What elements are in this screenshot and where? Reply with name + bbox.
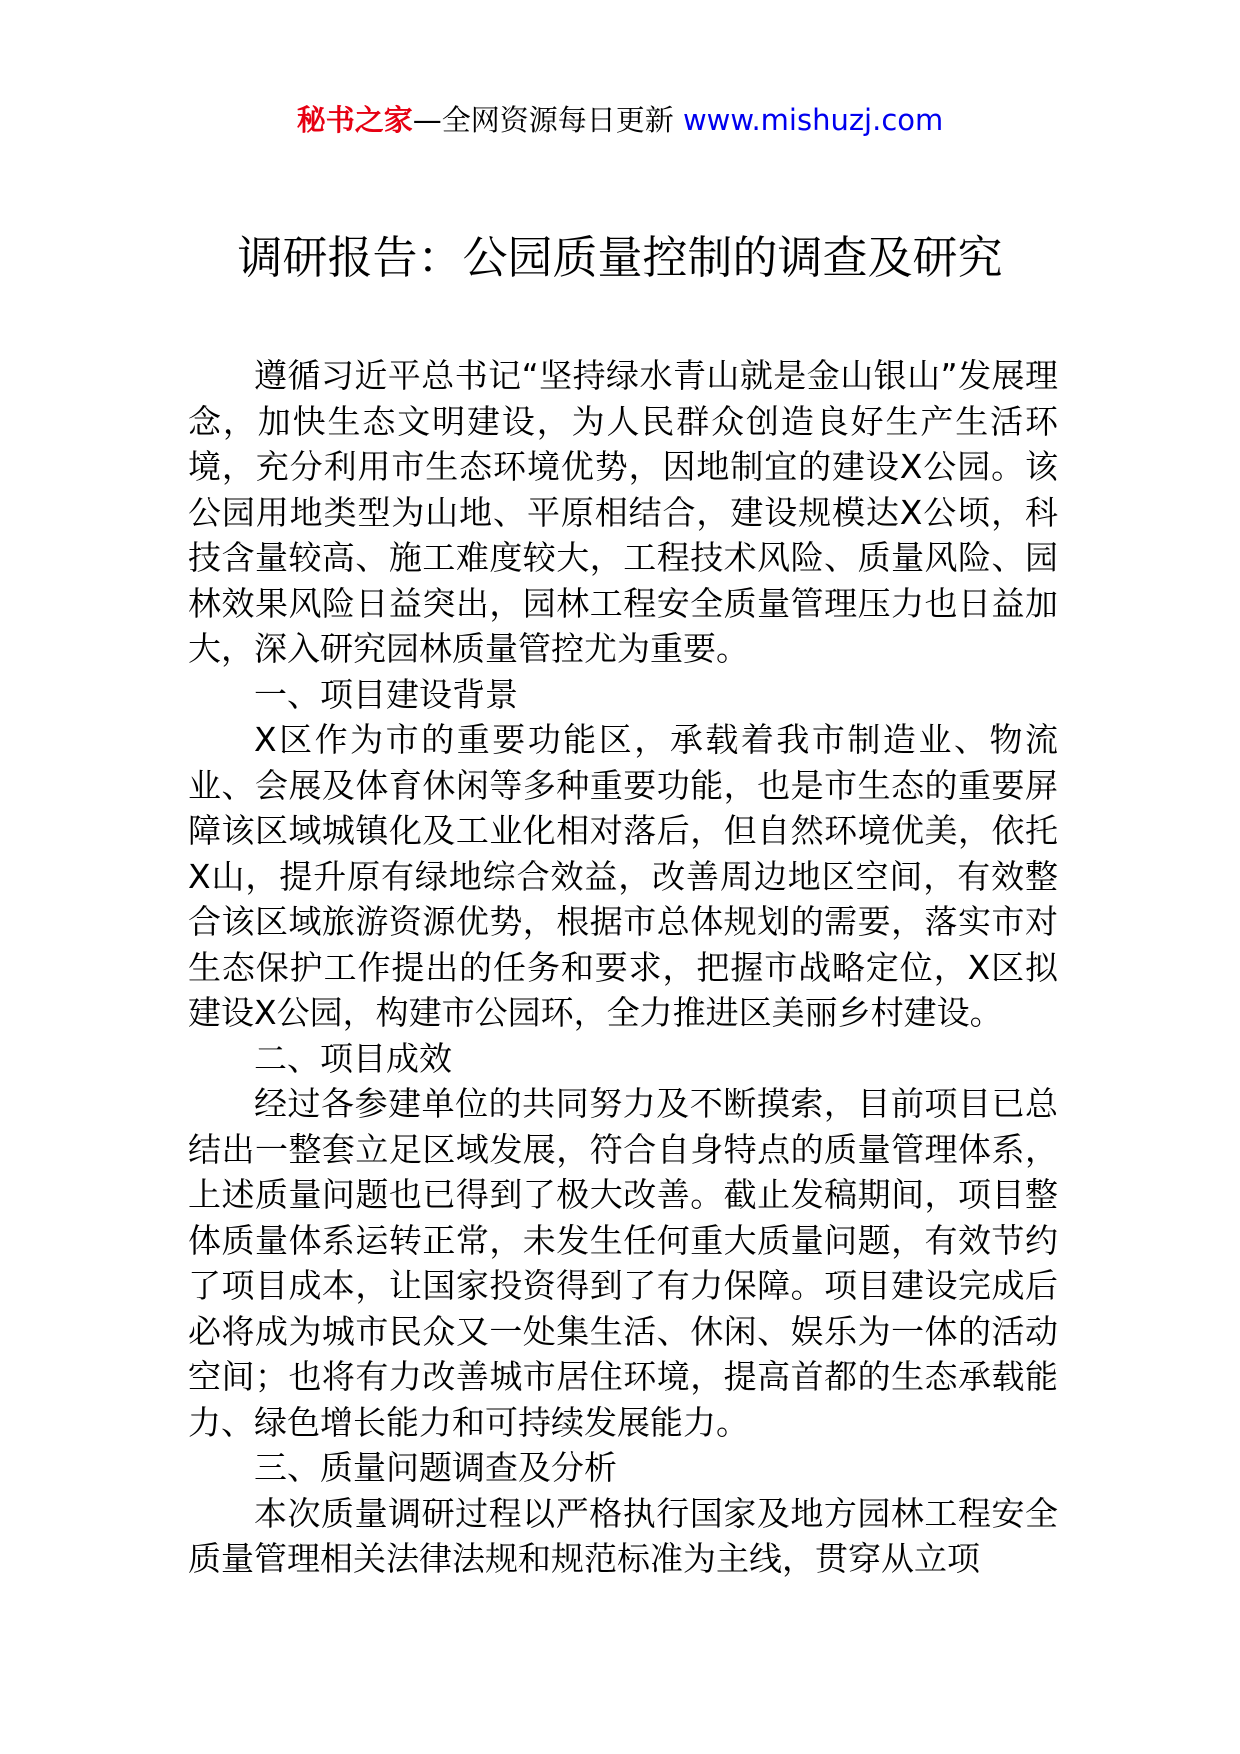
section-heading-analysis: 三、质量问题调查及分析 [254, 1448, 617, 1487]
section-heading-results: 二、项目成效 [254, 1038, 452, 1078]
document-title: 调研报告：公园质量控制的调查及研究 [237, 231, 1003, 284]
site-brand: 秘书之家 [296, 103, 413, 137]
paragraph-results: 经过各参建单位的共同努力及不断摸索，目前项目已总结出一整套立足区域发展，符合自身特点的质量管理体系，上述质量问题也已得到了极大改善。截止发稿期间，项目整体质量体系运转正常，未发生任何重大质量问题，有效节约了项目成本，让国家投资得到了有力保障。项目建设完成后必将成为城市民众又一处集生活、休闲、娱乐为一体的活动空间；也将有力改善城市居住环境，提高首都的生态承载能力、绿色增长能力和可持续发展能力。 [188, 1084, 1058, 1442]
paragraph-background: X区作为市的重要功能区，承载着我市制造业、物流业、会展及体育休闲等多种重要功能，也是市生态的重要屏障该区域城镇化及工业化相对落后，但自然环境优美，依托X山，提升原有绿地综合效益，改善周边地区空间，有效整合该区域旅游资源优势，根据市总体规划的需要，落实市对生态保护工作提出的任务和要求，把握市战略定位，X区拟建设X公园，构建市公园环，全力推进区美丽乡村建设。 [188, 720, 1058, 1032]
site-tagline: —全网资源每日更新 [412, 103, 674, 137]
paragraph-intro: 遵循习近平总书记“坚持绿水青山就是金山银山”发展理念，加快生态文明建设，为人民群众创造良好生产生活环境，充分利用市生态环境优势，因地制宜的建设X公园。该公园用地类型为山地、平原相结合，建设规模达X公顷，科技含量较高、施工难度较大，工程技术风险、质量风险、园林效果风险日益突出，园林工程安全质量管理压力也日益加大，深入研究园林质量管控尤为重要。 [188, 356, 1058, 668]
site-url-link[interactable]: www.mishuzj.com [682, 103, 944, 137]
paragraph-analysis: 本次质量调研过程以严格执行国家及地方园林工程安全质量管理相关法律法规和规范标准为主线，贯穿从立项 [188, 1493, 1058, 1578]
document-body [188, 353, 1058, 1582]
section-heading-background: 一、项目建设背景 [254, 674, 518, 714]
site-header [0, 100, 1240, 140]
